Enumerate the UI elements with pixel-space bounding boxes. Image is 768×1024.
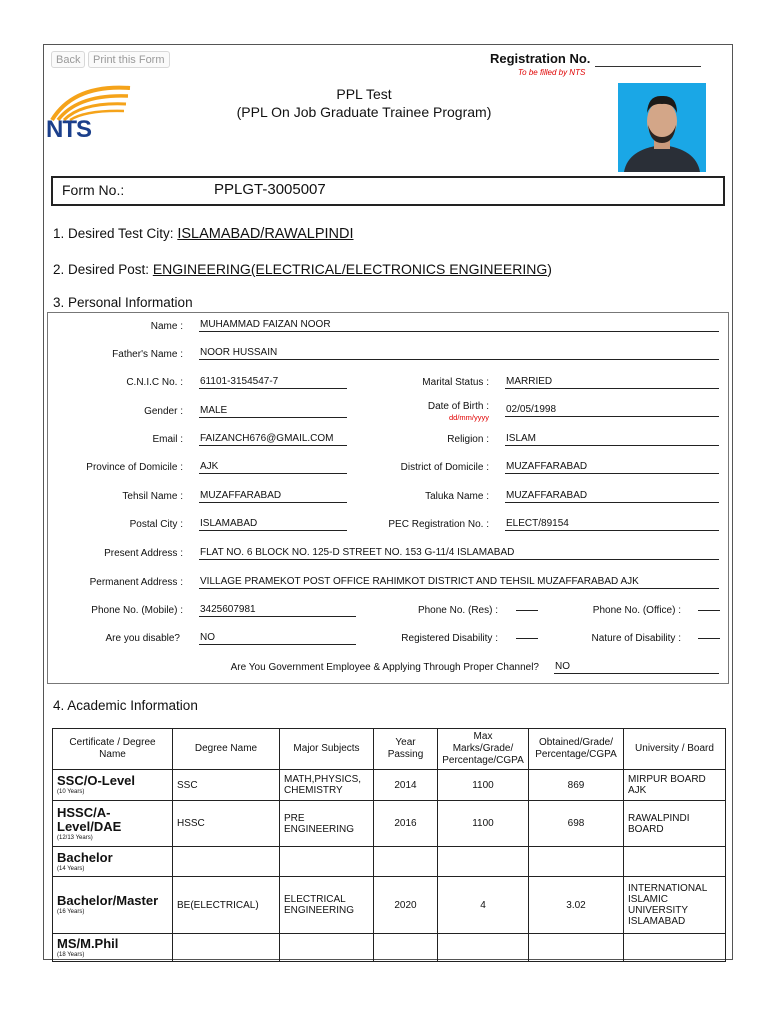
disable-label: Are you disable? bbox=[105, 633, 180, 644]
cnic-value: 61101-3154547-7 bbox=[199, 376, 347, 389]
board-cell: RAWALPINDI BOARD bbox=[624, 801, 726, 847]
disable-value: NO bbox=[199, 632, 356, 645]
year-cell bbox=[374, 847, 438, 877]
dob-value: 02/05/1998 bbox=[505, 404, 719, 417]
header-university-board: University / Board bbox=[624, 729, 726, 770]
govt-employee-label: Are You Government Employee & Applying Through Proper Channel? bbox=[230, 662, 539, 673]
province-domicile-label: Province of Domicile : bbox=[86, 462, 183, 473]
cert-name: SSC/O-Level bbox=[57, 773, 136, 788]
marital-status-label: Marital Status : bbox=[422, 377, 489, 388]
person-photo-icon bbox=[618, 83, 706, 172]
subjects-cell bbox=[280, 847, 374, 877]
obtained-cell bbox=[529, 847, 624, 877]
cert-years: (10 Years) bbox=[57, 789, 85, 795]
cnic-label: C.N.I.C No. : bbox=[126, 377, 183, 388]
permanent-address-label: Permanent Address : bbox=[89, 577, 183, 588]
registration-note: To be filled by NTS bbox=[518, 68, 586, 77]
desired-post-suffix: ) bbox=[547, 261, 552, 277]
email-label: Email : bbox=[152, 434, 183, 445]
registration-label: Registration No. bbox=[490, 51, 591, 66]
table-row bbox=[53, 770, 726, 801]
degree-cell bbox=[173, 847, 280, 877]
pec-registration-value: ELECT/89154 bbox=[505, 518, 719, 531]
back-button[interactable]: Back bbox=[51, 51, 85, 68]
cert-cell bbox=[53, 847, 173, 877]
academic-header-row bbox=[53, 729, 726, 770]
desired-test-city-label: 1. Desired Test City: bbox=[53, 226, 174, 241]
phone-res-value bbox=[516, 610, 538, 611]
cert-years: (12/13 Years) bbox=[57, 834, 93, 841]
table-row bbox=[53, 801, 726, 847]
desired-post-value: ENGINEERING(ELECTRICAL/ELECTRONICS ENGINEERING bbox=[152, 261, 548, 277]
cert-name: Bachelor/Master bbox=[57, 893, 159, 908]
tehsil-value: MUZAFFARABAD bbox=[199, 490, 347, 503]
header-certificate: Certificate / Degree Name bbox=[53, 729, 173, 770]
desired-test-city-value: ISLAMABAD/RAWALPINDI bbox=[177, 226, 354, 242]
academic-table bbox=[52, 728, 726, 962]
page-title: PPL Test bbox=[336, 86, 392, 102]
cert-cell bbox=[53, 770, 173, 801]
cert-years: (18 Years) bbox=[57, 951, 85, 958]
cert-cell bbox=[53, 801, 173, 847]
max-cell: 4 bbox=[438, 877, 529, 934]
year-cell bbox=[374, 934, 438, 962]
father-name-label: Father's Name : bbox=[112, 349, 183, 360]
name-value: MUHAMMAD FAIZAN NOOR bbox=[199, 319, 719, 332]
cert-cell bbox=[53, 877, 173, 934]
table-row bbox=[53, 877, 726, 934]
cert-name: HSSC/A-Level/DAE bbox=[57, 804, 122, 834]
degree-cell: HSSC bbox=[173, 801, 280, 847]
obtained-cell: 698 bbox=[529, 801, 624, 847]
desired-test-city bbox=[53, 226, 354, 242]
marital-status-value: MARRIED bbox=[505, 376, 719, 389]
gender-value: MALE bbox=[199, 405, 347, 418]
subjects-cell: MATH,PHYSICS, CHEMISTRY bbox=[280, 770, 374, 801]
board-cell: MIRPUR BOARD AJK bbox=[624, 770, 726, 801]
header-max-marks: Max Marks/Grade/ Percentage/CGPA bbox=[438, 729, 529, 770]
nature-disability-value bbox=[698, 638, 720, 639]
phone-mobile-label: Phone No. (Mobile) : bbox=[91, 605, 183, 616]
nature-disability-label: Nature of Disability : bbox=[591, 633, 681, 644]
dob-format-hint: dd/mm/yyyy bbox=[448, 413, 489, 422]
print-form-button[interactable]: Print this Form bbox=[88, 51, 170, 68]
cert-years: (16 Years) bbox=[57, 909, 85, 915]
obtained-cell bbox=[529, 934, 624, 962]
religion-label: Religion : bbox=[447, 434, 489, 445]
pec-registration-label: PEC Registration No. : bbox=[388, 519, 489, 530]
postal-city-value: ISLAMABAD bbox=[199, 518, 347, 531]
phone-office-value bbox=[698, 610, 720, 611]
subjects-cell: ELECTRICAL ENGINEERING bbox=[280, 877, 374, 934]
header-degree-name: Degree Name bbox=[173, 729, 280, 770]
religion-value: ISLAM bbox=[505, 433, 719, 446]
email-value: FAIZANCH676@GMAIL.COM bbox=[199, 433, 347, 446]
subjects-cell: PRE ENGINEERING bbox=[280, 801, 374, 847]
nts-logo-text: NTS bbox=[46, 116, 91, 143]
board-cell bbox=[624, 934, 726, 962]
phone-mobile-value: 3425607981 bbox=[199, 604, 356, 617]
cert-name: Bachelor bbox=[57, 849, 113, 865]
postal-city-label: Postal City : bbox=[129, 519, 183, 530]
desired-post-label: 2. Desired Post: bbox=[53, 262, 150, 277]
dob-label: Date of Birth : bbox=[427, 401, 489, 412]
max-cell: 1100 bbox=[438, 801, 529, 847]
form-number-box bbox=[51, 176, 725, 206]
personal-info-heading: 3. Personal Information bbox=[53, 295, 193, 310]
taluka-value: MUZAFFARABAD bbox=[505, 490, 719, 503]
phone-office-label: Phone No. (Office) : bbox=[592, 605, 681, 616]
cert-cell bbox=[53, 934, 173, 962]
obtained-cell: 869 bbox=[529, 770, 624, 801]
district-domicile-value: MUZAFFARABAD bbox=[505, 461, 719, 474]
father-name-value: NOOR HUSSAIN bbox=[199, 347, 719, 360]
max-cell bbox=[438, 934, 529, 962]
academic-info-heading: 4. Academic Information bbox=[53, 698, 198, 713]
phone-res-label: Phone No. (Res) : bbox=[417, 605, 498, 616]
applicant-photo bbox=[618, 83, 706, 172]
year-cell: 2020 bbox=[374, 877, 438, 934]
tehsil-label: Tehsil Name : bbox=[122, 491, 183, 502]
year-cell: 2016 bbox=[374, 801, 438, 847]
table-row bbox=[53, 847, 726, 877]
max-cell: 1100 bbox=[438, 770, 529, 801]
board-cell bbox=[624, 847, 726, 877]
header-major-subjects: Major Subjects bbox=[280, 729, 374, 770]
degree-cell: SSC bbox=[173, 770, 280, 801]
cert-name: MS/M.Phil bbox=[57, 935, 119, 951]
registered-disability-label: Registered Disability : bbox=[401, 633, 498, 644]
registered-disability-value bbox=[516, 638, 538, 639]
taluka-label: Taluka Name : bbox=[425, 491, 489, 502]
degree-cell: BE(ELECTRICAL) bbox=[173, 877, 280, 934]
govt-employee-value: NO bbox=[554, 661, 719, 674]
obtained-cell: 3.02 bbox=[529, 877, 624, 934]
subjects-cell bbox=[280, 934, 374, 962]
form-number-label: Form No.: bbox=[62, 182, 125, 198]
present-address-value: FLAT NO. 6 BLOCK NO. 125-D STREET NO. 153 G-11/4 ISLAMABAD bbox=[199, 547, 719, 560]
header-year-passing: Year Passing bbox=[374, 729, 438, 770]
province-domicile-value: AJK bbox=[199, 461, 347, 474]
desired-post bbox=[53, 261, 552, 277]
name-label: Name : bbox=[150, 321, 183, 332]
nts-logo bbox=[44, 80, 136, 142]
table-row bbox=[53, 934, 726, 962]
permanent-address-value: VILLAGE PRAMEKOT POST OFFICE RAHIMKOT DISTRICT AND TEHSIL MUZAFFARABAD AJK bbox=[199, 576, 719, 589]
cert-years: (14 Years) bbox=[57, 865, 85, 872]
gender-label: Gender : bbox=[144, 406, 183, 417]
present-address-label: Present Address : bbox=[104, 548, 183, 559]
degree-cell bbox=[173, 934, 280, 962]
header-obtained: Obtained/Grade/ Percentage/CGPA bbox=[529, 729, 624, 770]
year-cell: 2014 bbox=[374, 770, 438, 801]
page-subtitle: (PPL On Job Graduate Trainee Program) bbox=[236, 104, 492, 120]
registration-field bbox=[595, 66, 701, 67]
form-number-value: PPLGT-3005007 bbox=[214, 181, 326, 198]
max-cell bbox=[438, 847, 529, 877]
district-domicile-label: District of Domicile : bbox=[400, 462, 489, 473]
board-cell: INTERNATIONAL ISLAMIC UNIVERSITY ISLAMABAD bbox=[624, 877, 726, 934]
